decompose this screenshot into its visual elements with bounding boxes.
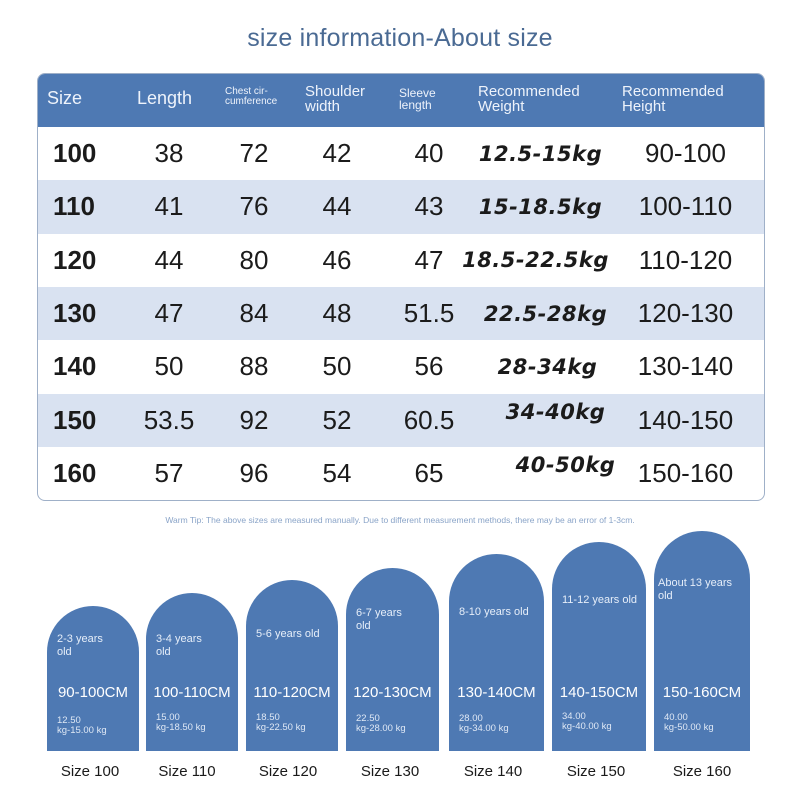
table-row <box>38 127 764 180</box>
card-age: 8-10 years old <box>459 606 529 618</box>
size-card <box>552 542 646 751</box>
cell-shoulder: 42 <box>322 138 352 169</box>
cell-height: 100-110 <box>638 191 733 222</box>
cell-length: 50 <box>154 351 184 382</box>
cell-chest: 80 <box>239 244 269 275</box>
table-row <box>38 234 764 287</box>
cell-chest: 72 <box>239 138 269 169</box>
cell-weight: 18.5-22.5kg <box>462 248 609 273</box>
header-size: Size <box>47 88 83 108</box>
card-height-range: 130-140CM <box>457 684 536 701</box>
table-row <box>38 447 764 500</box>
header-weight: Recommended Weight <box>478 83 580 115</box>
cell-weight: 34-40kg <box>505 399 606 424</box>
header-length: Length <box>137 88 193 108</box>
card-weight-range: 22.50 kg-28.00 kg <box>356 713 406 735</box>
cell-sleeve: 47 <box>414 244 444 275</box>
cell-size: 120 <box>53 244 97 275</box>
cell-height: 130-140 <box>637 351 734 382</box>
card-age: 11-12 years old <box>562 594 638 606</box>
cell-height: 140-150 <box>637 404 734 435</box>
cell-height: 110-120 <box>638 244 733 275</box>
header-height: Recommended Height <box>622 83 724 115</box>
cell-shoulder: 44 <box>322 191 352 222</box>
size-card <box>346 568 439 751</box>
size-card <box>246 580 338 751</box>
card-age: 6-7 years old <box>356 607 402 633</box>
card-weight-range: 40.00 kg-50.00 kg <box>664 712 714 734</box>
size-label: Size 100 <box>60 763 120 780</box>
table-row <box>38 287 764 340</box>
card-age: 3-4 years old <box>156 633 202 659</box>
cell-sleeve: 56 <box>414 351 444 382</box>
size-card <box>146 593 238 751</box>
cell-size: 160 <box>53 457 97 488</box>
cell-shoulder: 52 <box>322 404 352 435</box>
cell-chest: 92 <box>239 404 269 435</box>
cell-length: 47 <box>154 298 184 329</box>
size-card <box>449 554 544 751</box>
cell-length: 38 <box>154 138 184 169</box>
cell-sleeve: 51.5 <box>403 298 455 329</box>
table-row <box>38 180 764 233</box>
card-height-range: 120-130CM <box>353 684 432 701</box>
cell-weight: 15-18.5kg <box>478 194 603 219</box>
cell-height: 150-160 <box>637 457 734 488</box>
cell-weight: 12.5-15kg <box>478 141 603 166</box>
card-height-range: 110-120CM <box>253 684 331 701</box>
header-sleeve: Sleeve length <box>399 86 436 112</box>
size-label: Size 160 <box>672 763 732 780</box>
cell-length: 41 <box>154 191 184 222</box>
cell-sleeve: 43 <box>414 191 444 222</box>
card-height-range: 150-160CM <box>662 684 742 701</box>
cell-length: 44 <box>154 244 184 275</box>
cell-size: 110 <box>53 191 95 222</box>
size-label: Size 130 <box>360 763 420 780</box>
card-weight-range: 12.50 kg-15.00 kg <box>57 715 107 737</box>
card-height-range: 140-150CM <box>559 684 639 701</box>
cell-shoulder: 46 <box>322 244 352 275</box>
size-label: Size 110 <box>158 763 216 780</box>
size-label: Size 150 <box>566 763 626 780</box>
card-weight-range: 28.00 kg-34.00 kg <box>459 713 509 735</box>
cell-height: 120-130 <box>637 298 734 329</box>
size-card <box>47 606 139 751</box>
card-height-range: 100-110CM <box>153 684 231 701</box>
card-age: About 13 years old <box>658 577 732 603</box>
cell-chest: 84 <box>239 298 269 329</box>
table-header <box>38 74 764 127</box>
cell-height: 90-100 <box>645 138 726 169</box>
card-weight-range: 34.00 kg-40.00 kg <box>562 711 612 733</box>
cell-weight: 40-50kg <box>515 452 616 477</box>
cell-shoulder: 48 <box>322 298 352 329</box>
cell-chest: 96 <box>239 457 269 488</box>
cell-size: 150 <box>53 404 97 435</box>
card-weight-range: 15.00 kg-18.50 kg <box>156 712 206 734</box>
cell-sleeve: 65 <box>414 457 444 488</box>
card-weight-range: 18.50 kg-22.50 kg <box>256 712 306 734</box>
cell-sleeve: 60.5 <box>403 404 455 435</box>
card-height-range: 90-100CM <box>57 684 129 701</box>
header-chest: Chest cir- cumference <box>225 86 278 107</box>
size-label: Size 120 <box>258 763 318 780</box>
cell-shoulder: 54 <box>322 457 352 488</box>
cell-weight: 22.5-28kg <box>483 301 608 326</box>
cell-size: 130 <box>53 298 97 329</box>
cell-size: 100 <box>53 138 97 169</box>
cell-length: 53.5 <box>143 404 195 435</box>
cell-chest: 76 <box>239 191 269 222</box>
cell-length: 57 <box>154 457 184 488</box>
cell-sleeve: 40 <box>414 138 444 169</box>
card-age: 5-6 years old <box>256 628 320 640</box>
warm-tip: Warm Tip: The above sizes are measured manually. Due to different measurement methods, there may be an error of 1-3cm. <box>165 515 635 525</box>
size-label: Size 140 <box>463 763 523 780</box>
cell-chest: 88 <box>239 351 269 382</box>
card-age: 2-3 years old <box>57 633 103 659</box>
size-table <box>37 73 765 501</box>
size-card <box>654 531 750 751</box>
cell-shoulder: 50 <box>322 351 352 382</box>
table-row <box>38 394 764 447</box>
header-shoulder: Shoulder width <box>305 83 366 115</box>
cell-weight: 28-34kg <box>497 354 598 379</box>
cell-size: 140 <box>53 351 97 382</box>
page-title: size information-About size <box>247 24 553 52</box>
table-row <box>38 340 764 393</box>
